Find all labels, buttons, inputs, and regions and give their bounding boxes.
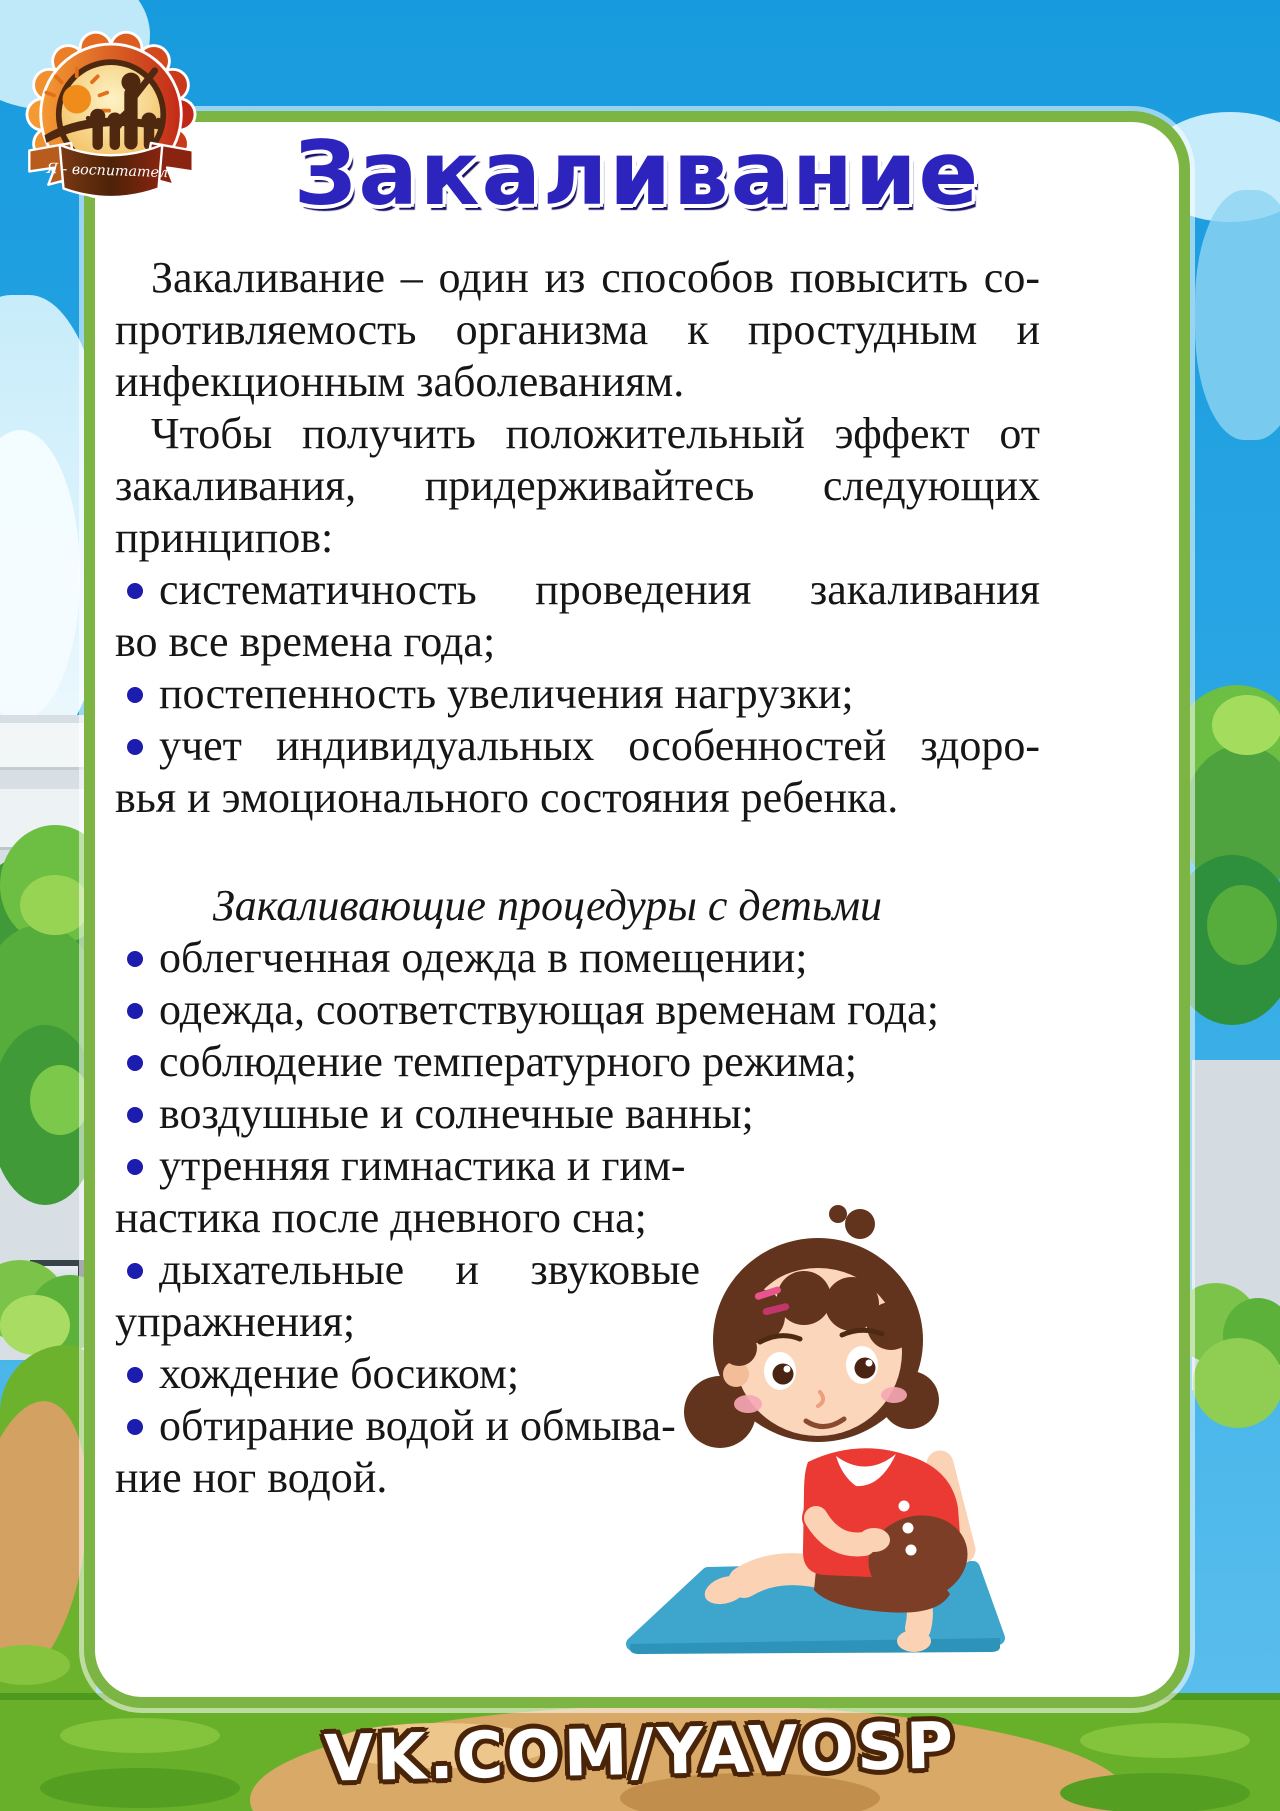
bullet-dot bbox=[127, 739, 143, 755]
bush bbox=[1188, 1278, 1280, 1438]
iris bbox=[773, 1364, 794, 1385]
foliage bbox=[20, 875, 90, 935]
text-line bbox=[115, 564, 1040, 616]
bullet-dot bbox=[127, 1367, 143, 1383]
bullet-dot bbox=[127, 1159, 143, 1175]
line-text: упражнения; bbox=[115, 1297, 356, 1346]
line-text: настика после дневного сна; bbox=[115, 1193, 647, 1242]
cloud bbox=[1195, 190, 1280, 440]
bullet-dot bbox=[127, 1055, 143, 1071]
bullet-dot bbox=[127, 1419, 143, 1435]
blush bbox=[881, 1387, 907, 1403]
foliage bbox=[1207, 885, 1277, 965]
line-text: систематичность проведения закаливания bbox=[159, 565, 1040, 614]
line-text: противляемость организма к простудным и bbox=[115, 305, 1040, 354]
bullet-dot bbox=[127, 1107, 143, 1123]
text-line bbox=[115, 460, 1040, 512]
text-line bbox=[115, 1140, 700, 1192]
bullet-dot bbox=[127, 687, 143, 703]
line-text: утренняя гимнастика и гим- bbox=[159, 1141, 686, 1190]
hair-fringe bbox=[867, 1302, 915, 1350]
line-text: во все времена года; bbox=[115, 617, 496, 666]
line-text: вья и эмоционального состояния ребенка. bbox=[115, 773, 899, 822]
line-text: учет индивидуальных особенностей здоро- bbox=[159, 721, 1040, 770]
logo-ribbon-text: Я - воспитатель bbox=[46, 160, 177, 182]
text-line bbox=[115, 616, 1040, 668]
iris bbox=[855, 1358, 876, 1379]
line-text: соблюдение температурного режима; bbox=[159, 1037, 857, 1086]
line-text: облегченная одежда в помещении; bbox=[159, 933, 808, 982]
text-line bbox=[115, 984, 1040, 1036]
eye-highlight bbox=[866, 1360, 873, 1367]
hair-fringe bbox=[721, 1330, 757, 1366]
button bbox=[899, 1501, 910, 1512]
line-text: хождение босиком; bbox=[159, 1349, 520, 1398]
text-line bbox=[115, 304, 1040, 356]
line-text: Закаливание – один из способов повысить со- bbox=[151, 253, 1040, 302]
button bbox=[903, 1523, 914, 1534]
line-text: дыхательные и звуковые bbox=[159, 1245, 700, 1294]
bullet-dot bbox=[127, 1263, 143, 1279]
line-text: постепенность увеличения нагрузки; bbox=[159, 669, 854, 718]
foliage bbox=[1212, 695, 1280, 755]
text-line bbox=[115, 932, 1040, 984]
hand bbox=[858, 1528, 890, 1552]
bullet-dot bbox=[127, 951, 143, 967]
grass-patch bbox=[0, 1645, 70, 1685]
girl-illustration bbox=[608, 1200, 1008, 1665]
text-line bbox=[115, 1036, 1040, 1088]
text-line bbox=[115, 408, 1040, 460]
text-line bbox=[115, 668, 1040, 720]
bullet-dot bbox=[127, 1003, 143, 1019]
foot bbox=[897, 1630, 931, 1652]
vk-watermark: VK.COM/YAVOSP bbox=[323, 1709, 957, 1797]
eye-highlight bbox=[784, 1366, 791, 1373]
tree bbox=[1192, 685, 1280, 1085]
foliage bbox=[30, 1065, 90, 1135]
text-line bbox=[115, 512, 1040, 564]
line-text: воздушные и солнечные ванны; bbox=[159, 1089, 754, 1138]
button bbox=[906, 1545, 917, 1556]
bullet-dot bbox=[127, 583, 143, 599]
hair-curl bbox=[845, 1209, 875, 1239]
foliage bbox=[1193, 1338, 1280, 1428]
blush bbox=[734, 1395, 762, 1413]
line-text: Чтобы получить положительный эффект от bbox=[151, 409, 1040, 458]
line-text: обтирание водой и обмыва- bbox=[159, 1401, 676, 1450]
hair-fringe bbox=[777, 1271, 831, 1325]
text-line bbox=[115, 252, 1040, 304]
section-heading: Закаливающие процедуры с детьми bbox=[212, 881, 883, 930]
logo-badge bbox=[16, 24, 206, 220]
text-line bbox=[115, 1088, 1040, 1140]
hair-curl bbox=[829, 1205, 847, 1223]
line-text: инфекционным заболеваниям. bbox=[115, 357, 685, 406]
text-line bbox=[115, 356, 1040, 408]
page-title: Закаливание bbox=[293, 122, 981, 225]
text-line bbox=[115, 772, 1040, 824]
line-text: ние ног водой. bbox=[115, 1453, 388, 1502]
line-text: принципов: bbox=[115, 513, 334, 562]
building-ledge bbox=[0, 723, 96, 767]
line-text: закаливания, придерживайтесь следующих bbox=[115, 461, 1040, 510]
text-line bbox=[115, 720, 1040, 772]
line-text: одежда, соответствующая временам года; bbox=[159, 985, 939, 1034]
